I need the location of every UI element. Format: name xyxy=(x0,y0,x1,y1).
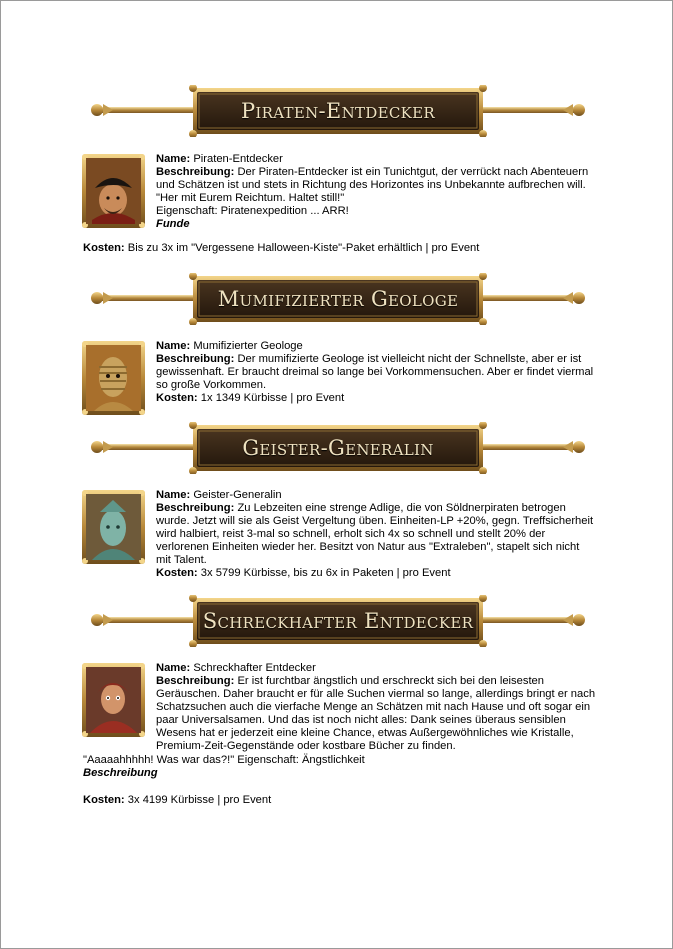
description-label: Beschreibung: xyxy=(156,502,235,514)
section-text-timid-explorer xyxy=(156,662,596,753)
name-label: Name: xyxy=(156,340,191,352)
section-text-ghost-general xyxy=(156,489,596,580)
name-value: Piraten-Entdecker xyxy=(193,153,283,165)
cost-label: Kosten: xyxy=(156,567,198,579)
name-line xyxy=(156,153,596,166)
description xyxy=(156,502,596,567)
name-label: Name: xyxy=(156,662,191,674)
banner-title: Mumifizierter Geologe xyxy=(217,287,459,311)
banner-title: Piraten-Entdecker xyxy=(241,99,435,123)
section-text-pirate-explorer xyxy=(156,153,596,231)
description-label: Beschreibung: xyxy=(156,166,235,178)
name-label: Name: xyxy=(156,153,191,165)
cost-value: 3x 4199 Kürbisse | pro Event xyxy=(127,794,272,806)
description-label: Beschreibung: xyxy=(156,353,235,365)
name-value: Mumifizierter Geologe xyxy=(193,340,303,352)
name-line xyxy=(156,340,596,353)
cost-label: Kosten: xyxy=(83,242,125,254)
section-banner-timid-explorer xyxy=(89,595,587,647)
pirate-explorer-portrait-icon xyxy=(82,154,145,228)
description-text: Der mumifizierte Geologe ist vielleicht nicht der Schnellste, aber er ist gewissenhaft. Er braucht dreimal so lange bei Vorkommensuchen. Aber er findet viermal so große Vorkommen. xyxy=(156,353,594,391)
cost-line xyxy=(156,567,596,580)
name-value: Schreckhafter Entdecker xyxy=(193,662,316,674)
cost-value: 3x 5799 Kürbisse, bis zu 6x in Paketen | pro Event xyxy=(200,567,451,579)
mummified-geologist-portrait-icon xyxy=(82,341,145,415)
name-value: Geister-Generalin xyxy=(193,489,282,501)
section-banner-mummified-geologist xyxy=(89,273,587,325)
section-text-mummified-geologist xyxy=(156,340,596,405)
description xyxy=(156,166,596,192)
cost-value: 1x 1349 Kürbisse | pro Event xyxy=(200,392,345,404)
banner-title: Geister-Generalin xyxy=(242,436,434,460)
ghost-general-portrait-icon xyxy=(82,490,145,564)
cost-value: Bis zu 3x im "Vergessene Halloween-Kiste"-Paket erhältlich | pro Event xyxy=(127,242,480,254)
cost-label: Kosten: xyxy=(156,392,198,404)
description xyxy=(156,353,596,392)
quote-line: "Her mit Eurem Reichtum. Haltet still!" xyxy=(156,192,345,204)
timid-explorer-portrait-icon xyxy=(82,663,145,737)
description-label: Beschreibung: xyxy=(156,675,235,687)
name-line xyxy=(156,662,596,675)
description xyxy=(156,675,596,753)
section-banner-ghost-general xyxy=(89,422,587,474)
quote-line: "Aaaaahhhhh! Was war das?!" Eigenschaft: Ängstlichkeit xyxy=(83,754,365,766)
cost-line-pirate-explorer xyxy=(83,242,603,255)
banner-title: Schreckhafter Entdecker xyxy=(202,609,474,633)
cost-line-timid-explorer xyxy=(83,794,603,807)
subheading-beschreibung: Beschreibung xyxy=(83,767,158,779)
name-line xyxy=(156,489,596,502)
description-text: Der Piraten-Entdecker ist ein Tunichtgut, der verrückt nach Abenteuern und Schätzen ist und stets in Richtung des Horizontes ins Unbekannte aufbrechen will. xyxy=(156,166,589,191)
name-label: Name: xyxy=(156,489,191,501)
description-text: Zu Lebzeiten eine strenge Adlige, die von Söldnerpiraten betrogen wurde. Jetzt will sie als Geist Vergeltung üben. Einheiten-LP +20%, gegn. Treffsicherheit wird halbiert, reist 3-mal so schnell, erholt sich 4x so schnell und stellt 20% der verlorenen Einheiten wieder her. Besitzt von Natur aus "Extraleben", stapelt sich nicht mit Talent. xyxy=(156,502,594,566)
subheading-funde: Funde xyxy=(156,218,190,230)
trait-line: Eigenschaft: Piratenexpedition ... ARR! xyxy=(156,205,349,217)
section-extra-timid-explorer xyxy=(83,754,603,780)
description-text: Er ist furchtbar ängstlich und erschreckt sich bei den leisesten Geräuschen. Daher braucht er für alle Suchen viermal so lange, allerdings bringt er nach Schatzsuchen auch die vierfache Menge an Schätzen mit nach Hause und oft sogar ein paar Universalsamen. Und das ist noch nicht alles: Dank seines überaus sensiblen Wesens hat er jederzeit eine kleine Chance, etwas Außergewöhnliches wie Kristalle, Premium-Zeit-Gegenstände oder kostbare Bücher zu finden. xyxy=(156,675,596,752)
cost-line xyxy=(156,392,596,405)
section-banner-pirate-explorer xyxy=(89,85,587,137)
cost-label: Kosten: xyxy=(83,794,125,806)
